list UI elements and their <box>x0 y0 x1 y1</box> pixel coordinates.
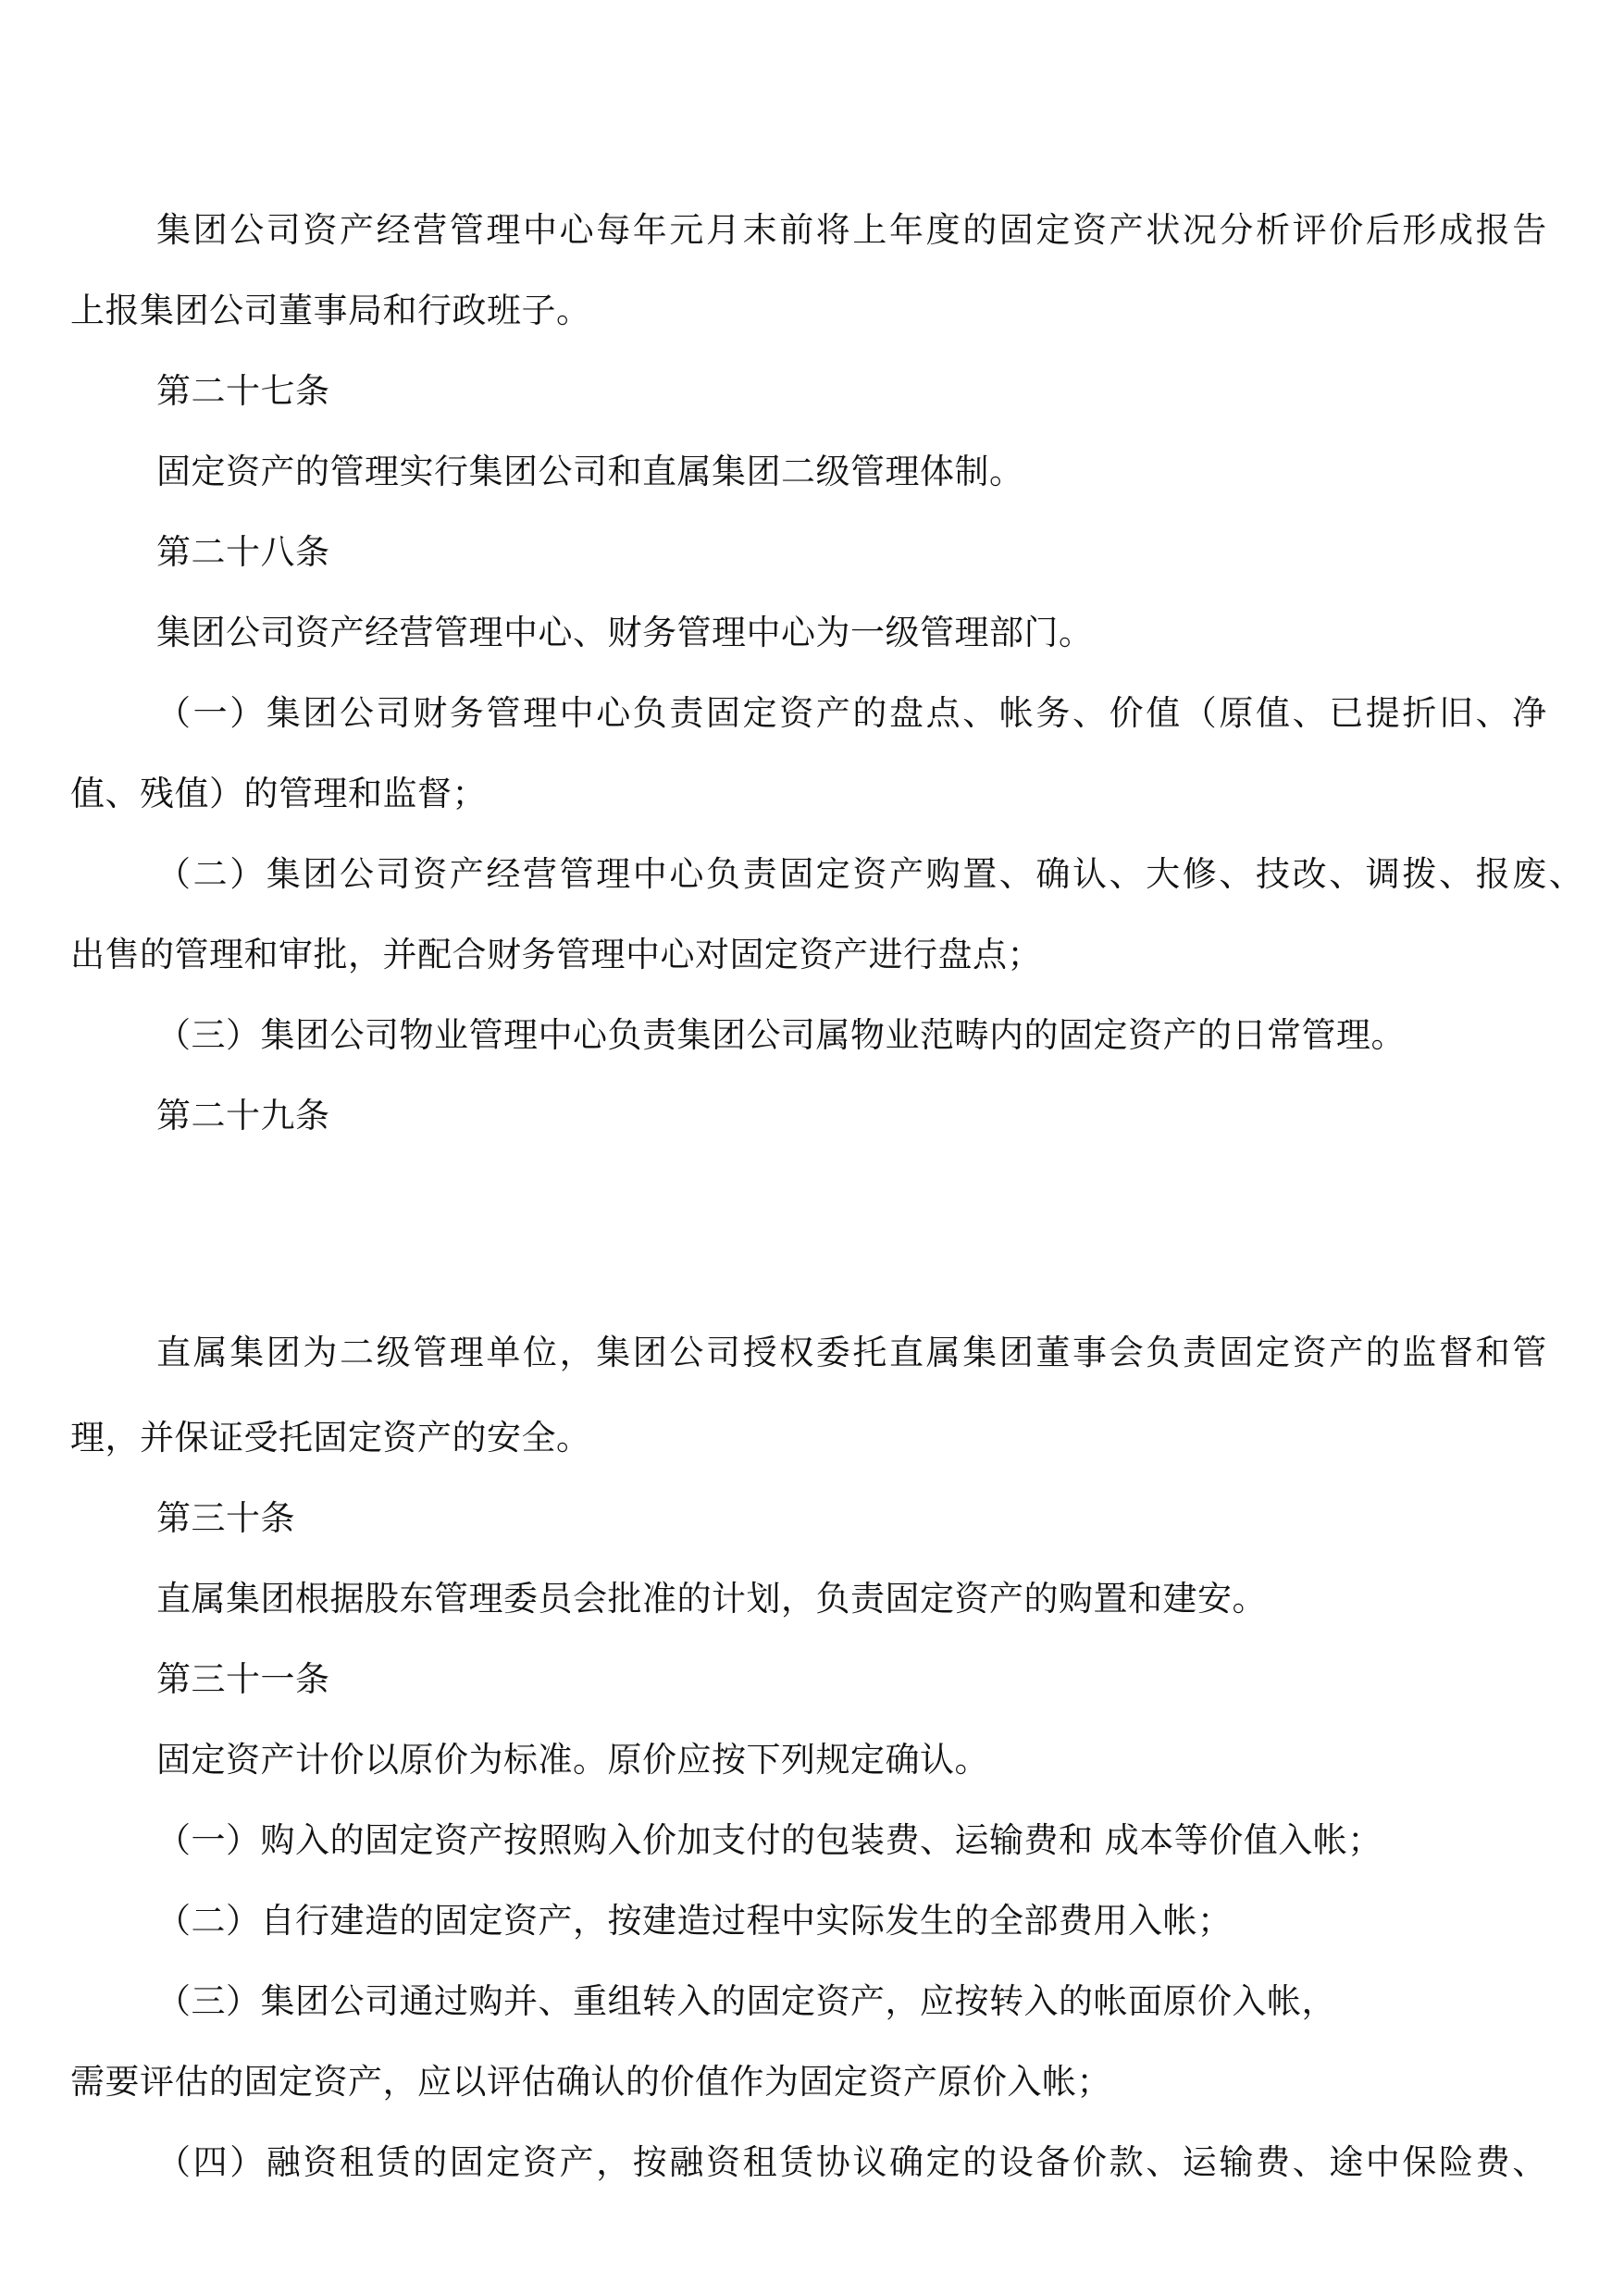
paragraph-line: 值、残值）的管理和监督； <box>70 774 487 813</box>
paragraph-line: 集团公司资产经营管理中心、财务管理中心为一级管理部门。 <box>156 613 1094 652</box>
paragraph-line: （三）集团公司通过购并、重组转入的固定资产，应按转入的帐面原价入帐， <box>156 1981 1336 2021</box>
paragraph-line: 理，并保证受托固定资产的安全。 <box>70 1418 591 1458</box>
article-heading: 第二十七条 <box>156 371 330 411</box>
article-heading: 第三十条 <box>156 1498 295 1538</box>
paragraph-line: （四）融资租赁的固定资产，按融资租赁协议确定的设备价款、运输费、途中保险费、 <box>156 2142 1549 2182</box>
paragraph-line: （二）集团公司资产经营管理中心负责固定资产购置、确认、大修、技改、调拨、报废、 <box>156 854 1586 894</box>
paragraph-line: （三）集团公司物业管理中心负责集团公司属物业范畴内的固定资产的日常管理。 <box>156 1015 1406 1055</box>
paragraph-line: 直属集团根据股东管理委员会批准的计划，负责固定资产的购置和建安。 <box>156 1579 1267 1619</box>
paragraph-line: 固定资产的管理实行集团公司和直属集团二级管理体制。 <box>156 452 1024 491</box>
article-heading: 第二十九条 <box>156 1096 330 1135</box>
paragraph-line: （一）购入的固定资产按照购入价加支付的包装费、运输费和 成本等价值入帐； <box>156 1820 1382 1860</box>
paragraph-line: （一）集团公司财务管理中心负责固定资产的盘点、帐务、价值（原值、已提折旧、净 <box>156 693 1549 733</box>
article-heading: 第三十一条 <box>156 1659 330 1699</box>
paragraph-line: 直属集团为二级管理单位，集团公司授权委托直属集团董事会负责固定资产的监督和管 <box>156 1333 1549 1372</box>
paragraph-line: 出售的管理和审批，并配合财务管理中心对固定资产进行盘点； <box>70 935 1042 974</box>
paragraph-line: 上报集团公司董事局和行政班子。 <box>70 291 591 330</box>
article-heading: 第二十八条 <box>156 532 330 572</box>
paragraph-line: （二）自行建造的固定资产，按建造过程中实际发生的全部费用入帐； <box>156 1901 1233 1941</box>
paragraph-line: 需要评估的固定资产，应以评估确认的价值作为固定资产原价入帐； <box>70 2062 1111 2102</box>
paragraph-line: 集团公司资产经营管理中心每年元月末前将上年度的固定资产状况分析评价后形成报告 <box>156 210 1549 250</box>
paragraph-line: 固定资产计价以原价为标准。原价应按下列规定确认。 <box>156 1740 989 1780</box>
